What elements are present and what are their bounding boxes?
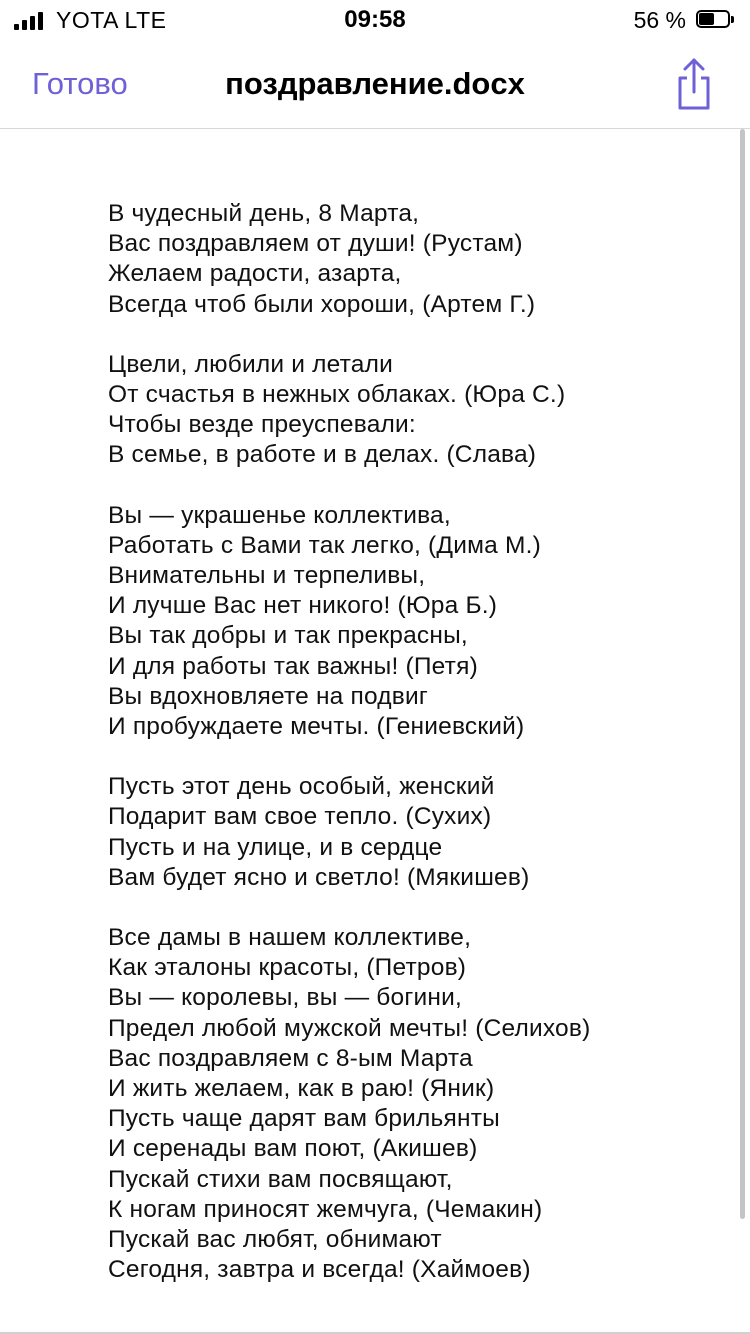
document-line: Пускай стихи вам посвящают,	[108, 1165, 453, 1193]
document-line: Всегда чтоб были хороши, (Артем Г.)	[108, 290, 536, 318]
document-line: Пускай вас любят, обнимают	[108, 1226, 442, 1254]
document-line: Внимательны и терпеливы,	[108, 562, 426, 590]
document-line: Вас поздравляем с 8-ым Марта	[108, 1044, 473, 1072]
document-line: Пусть этот день особый, женский	[108, 773, 495, 801]
document-viewer[interactable]	[0, 129, 750, 1334]
document-line: Предел любой мужской мечты! (Селихов)	[108, 1014, 591, 1042]
share-button[interactable]	[670, 56, 718, 112]
stanza	[108, 501, 708, 743]
document-line: Вам будет ясно и светло! (Мякишев)	[108, 863, 530, 891]
status-time: 09:58	[344, 6, 406, 33]
document-line: Работать с Вами так легко, (Дима М.)	[108, 531, 541, 559]
document-line: Вы вдохновляете на подвиг	[108, 682, 429, 710]
document-line: Чтобы везде преуспевали:	[108, 411, 416, 439]
document-line: Пусть чаще дарят вам брильянты	[108, 1105, 500, 1133]
document-body	[108, 199, 708, 1316]
document-line: И пробуждаете мечты. (Гениевский)	[108, 713, 525, 741]
done-button[interactable]: Готово	[32, 66, 128, 101]
document-line: Сегодня, завтра и всегда! (Хаймоев)	[108, 1256, 531, 1284]
document-line: И жить желаем, как в раю! (Яник)	[108, 1075, 495, 1103]
document-line: К ногам приносят жемчуга, (Чемакин)	[108, 1195, 543, 1223]
document-line: Желаем радости, азарта,	[108, 260, 402, 288]
document-line: Вас поздравляем от души! (Рустам)	[108, 230, 523, 258]
stanza	[108, 923, 708, 1285]
scrollbar[interactable]	[740, 129, 745, 1219]
document-line: Цвели, любили и летали	[108, 350, 394, 378]
document-line: Вы так добры и так прекрасны,	[108, 622, 468, 650]
document-line: В семье, в работе и в делах. (Слава)	[108, 441, 537, 469]
stanza	[108, 772, 708, 893]
battery-percent: 56 %	[633, 7, 686, 33]
navigation-bar	[0, 40, 750, 129]
document-line: Вы — украшенье коллектива,	[108, 501, 451, 529]
document-line: Подарит вам свое тепло. (Сухих)	[108, 803, 492, 831]
document-line: Вы — королевы, вы — богини,	[108, 984, 462, 1012]
carrier-label: YOTA LTE	[56, 7, 167, 33]
status-bar	[0, 0, 750, 40]
battery-icon	[696, 10, 736, 30]
share-icon	[670, 56, 718, 112]
stanza	[108, 199, 708, 320]
document-line: Как эталоны красоты, (Петров)	[108, 954, 467, 982]
document-line: Пусть и на улице, и в сердце	[108, 833, 443, 861]
document-line: Все дамы в нашем коллективе,	[108, 924, 472, 952]
document-line: От счастья в нежных облаках. (Юра С.)	[108, 381, 566, 409]
document-line: И лучше Вас нет никого! (Юра Б.)	[108, 592, 498, 620]
document-line: В чудесный день, 8 Марта,	[108, 200, 420, 227]
document-line: И серенады вам поют, (Акишев)	[108, 1135, 478, 1163]
stanza	[108, 350, 708, 471]
document-line: И для работы так важны! (Петя)	[108, 652, 478, 680]
document-title: поздравление.docx	[225, 66, 525, 101]
